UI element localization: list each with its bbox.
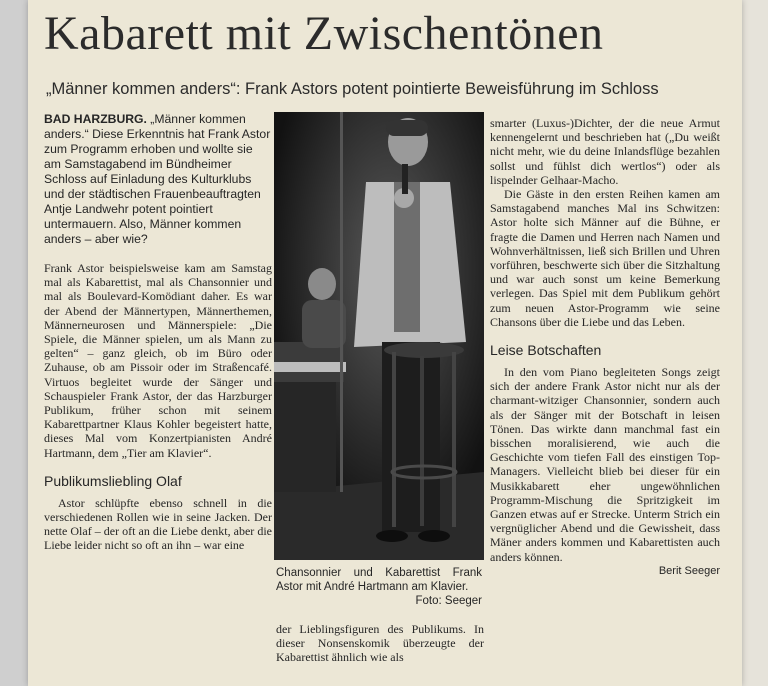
column-3 bbox=[490, 116, 720, 578]
lead-text: „Männer kommen anders.“ Diese Erkenntnis hat Frank Astor zum Programm erhoben und wollte sie am Samstagabend im Bündheimer Schloss auf Einladung des Kulturklubs und der städtischen Frauenbeauftragten Antje Landwehr potent pointiert untermauern. Also, Männer kommen anders – aber wie? bbox=[44, 112, 271, 246]
author-signature: Berit Seeger bbox=[658, 564, 720, 577]
lead-paragraph bbox=[44, 112, 272, 247]
photo-credit: Foto: Seeger bbox=[415, 595, 482, 607]
dateline: BAD HARZBURG. bbox=[44, 112, 147, 126]
body-paragraph: In den vom Piano begleiteten Songs zeigt sich der andere Frank Astor nicht nur als der charmant-witziger Chansonnier, sondern auch als der Sänger mit der Botschaft in leisen Tönen. Das wirkte dann manchmal fast ein bisschen moralisierend, wie auch die Geschichte vom tiefen Fall des einstigen Top-Managers. Vielleicht blieb bei dieser für ein Musikkabarett eher ungewöhnlichen Programm-Mischung die Spritzigkeit im Ganzen etwas auf er Strecke. Unterm Strich ein vergnüglicher Abend und die Gewissheit, dass Mäner anders kommen und Kabarettisten auch anders können. bbox=[490, 365, 720, 564]
body-paragraph: Astor schlüpfte ebenso schnell in die verschiedenen Rollen wie in seine Jacken. Der nette Olaf – der oft an die Liebe denkt, aber die Liebe leider nicht so oft an ihn – war eine bbox=[44, 495, 272, 553]
newspaper-clipping bbox=[28, 0, 742, 686]
body-paragraph: Die Gäste in den ersten Reihen kamen am Samstagabend manches Mal ins Schwitzen: Astor holte sich Männer auf die Bühne, er fragte die Damen und Herren nach Namen und Wohnverhältnissen, ließ sich Brillen und Uhren vorführen, beschwerte sich über die Sitzhaltung und war auch sonst um keine Bemerkung verlegen. Das Spiel mit dem Publikum gehört zum neuen Astor-Programm wie seine Chansons über die Liebe und das Leben. bbox=[490, 187, 720, 329]
body-paragraph: der Lieblingsfiguren des Publikums. In dieser Nonsenskomik überzeugte der Kabarettist ähnlich wie als bbox=[276, 622, 484, 665]
article-photo bbox=[274, 112, 484, 560]
subheadline: „Männer kommen anders“: Frank Astors potent pointierte Beweisführung im Schloss bbox=[46, 80, 659, 98]
body-paragraph: smarter (Luxus-)Dichter, der die neue Armut kennengelernt und beschrieben hat („Du weißt nicht mehr, wie du deine Inlandsflüge bezahlen sollst und fühlst dich wertlos“) oder als lispelnder Gelhaar-Macho. bbox=[490, 116, 720, 187]
photo-caption bbox=[276, 566, 482, 608]
body-paragraph: Frank Astor beispielsweise kam am Samstag mal als Kabarettist, mal als Chansonnier und mal als Boulevard-Komödiant daher. Es war der Abend der Männertypen, Männerthemen, Männerneurosen und Männerspiele: „Die Spiele, die Männer spielen, um als Mann zu gelten“ – ganz gleich, ob im Büro oder Zuhause, ob am Pissoir oder im Straßencafé. Virtuos begleitet wurde der Sänger und Schauspieler Frank Astor, der das Harzburger Publikum, früher schon mit seinem Kabarettpartner Klaus Kohler begeistert hatte, dieses Mal vom Konzertpianisten André Hartmann, dem „Tier am Klavier“. bbox=[44, 261, 272, 460]
subhead-leise-botschaften: Leise Botschaften bbox=[490, 342, 602, 359]
headline: Kabarett mit Zwischentönen bbox=[44, 7, 604, 60]
background-edge bbox=[742, 0, 768, 686]
column-1 bbox=[44, 112, 272, 553]
caption-text: Chansonnier und Kabarettist Frank Astor mit André Hartmann am Klavier. bbox=[276, 567, 482, 593]
subhead-publikumsliebling: Publikumsliebling Olaf bbox=[44, 472, 182, 489]
photo-stage-scene bbox=[274, 112, 484, 560]
column-2-continuation bbox=[276, 622, 484, 665]
